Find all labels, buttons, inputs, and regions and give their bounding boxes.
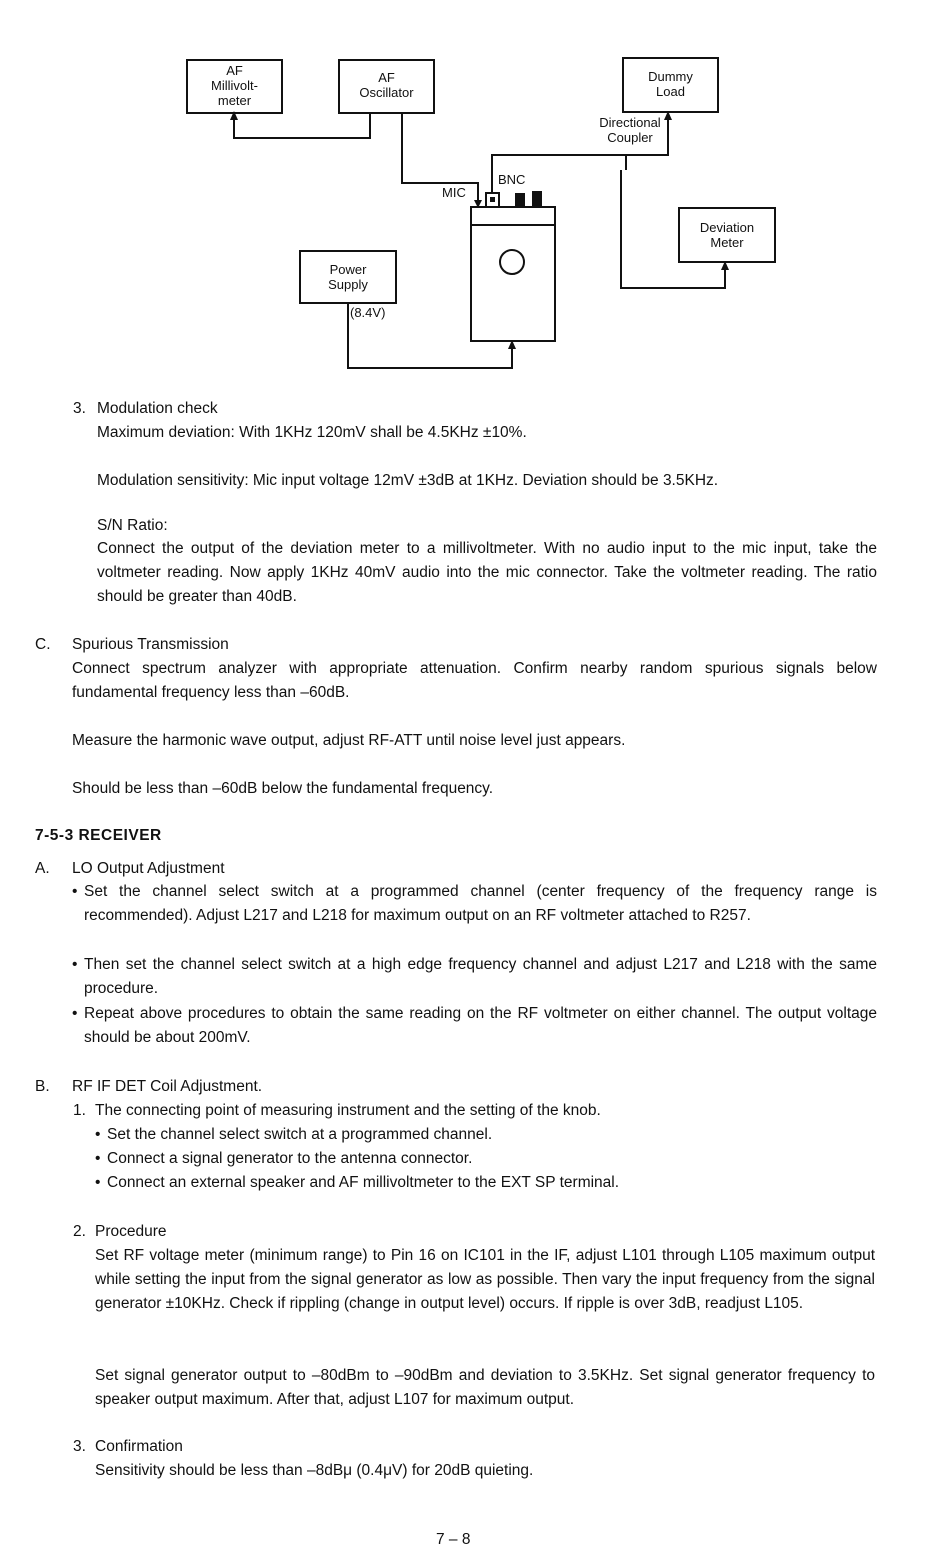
bullet-text: Then set the channel select switch at a high edge frequency channel and adjust L217 and L218 with the same procedure. (84, 956, 877, 997)
bullet-text: Set the channel select switch at a programmed channel (center frequency of the frequency range is recommended). Adjust L217 and L218 for maximum output on an RF voltmeter attached to R257. (84, 883, 877, 924)
bnc-label: BNC (498, 172, 526, 187)
section-letter: C. (35, 636, 51, 653)
knob-left (515, 193, 525, 207)
section-title: Modulation check (97, 400, 218, 417)
item-title: Confirmation (95, 1438, 183, 1455)
procedure-paragraph-2: Set signal generator output to –80dBm to –90dBm and deviation to 3.5KHz. Set signal generator frequency to speaker output maximum. After that, adjust L107 for maximum output. (95, 1367, 875, 1408)
power-supply-label: Power Supply (328, 262, 368, 292)
bullet: • (95, 1150, 101, 1167)
item-number: 3. (73, 1438, 86, 1455)
af-oscillator-label: AF Oscillator (359, 70, 414, 100)
section-letter: A. (35, 860, 50, 877)
item-number: 3. (73, 400, 86, 417)
bullet-text: Connect a signal generator to the antenna connector. (107, 1150, 473, 1167)
paragraph: Connect spectrum analyzer with appropriate attenuation. Confirm nearby random spurious signals below fundamental frequency less than –60dB. (72, 660, 877, 701)
bullet: • (95, 1174, 101, 1191)
sn-ratio-title: S/N Ratio: (97, 517, 168, 534)
item-number: 1. (73, 1102, 86, 1119)
knob-right (532, 191, 542, 207)
deviation-meter-label: Deviation Meter (699, 220, 755, 250)
procedure-paragraph-1: Set RF voltage meter (minimum range) to Pin 16 on IC101 in the IF, adjust L101 through L105 maximum output while setting the input from the signal generator as low as possible. Then vary the input frequency from the signal generator ±10KHz. Check if rippling (change in output level) occurs. If ripple is over 3dB, readjust L105. (95, 1247, 875, 1312)
sn-ratio-body: Connect the output of the deviation meter to a millivoltmeter. With no audio input to the mic input, take the voltmeter reading. Now apply 1KHz 40mV audio into the mic connector. Take the voltmeter reading. The ratio should be greater than 40dB. (97, 540, 877, 605)
section-letter: B. (35, 1078, 50, 1095)
confirmation-text: Sensitivity should be less than –8dBμ (0.4μV) for 20dB quieting. (95, 1462, 534, 1479)
section-title: Spurious Transmission (72, 636, 229, 653)
dummy-load-label: Dummy Load (648, 69, 693, 99)
section-title: RF IF DET Coil Adjustment. (72, 1078, 263, 1095)
bullet: • (95, 1126, 101, 1143)
mic-label: MIC (442, 185, 466, 200)
section-title: LO Output Adjustment (72, 860, 225, 877)
mod-sensitivity-text: Modulation sensitivity: Mic input voltage 12mV ±3dB at 1KHz. Deviation should be 3.5KHz. (97, 472, 719, 489)
page-number: 7 – 8 (436, 1531, 471, 1548)
paragraph: Should be less than –60dB below the fundamental frequency. (72, 780, 494, 797)
max-deviation-text: Maximum deviation: With 1KHz 120mV shall be 4.5KHz ±10%. (97, 424, 527, 441)
item-title: Procedure (95, 1223, 167, 1240)
bullet: • (72, 1005, 78, 1022)
bullet-text: Repeat above procedures to obtain the same reading on the RF voltmeter on either channel. The output voltage should be about 200mV. (84, 1005, 877, 1046)
directional-coupler-label: Directional Coupler (599, 115, 661, 145)
bullet-text: Connect an external speaker and AF millivoltmeter to the EXT SP terminal. (107, 1174, 620, 1191)
bullet: • (72, 883, 78, 900)
item-number: 2. (73, 1223, 86, 1240)
receiver-heading: 7-5-3 RECEIVER (35, 827, 162, 844)
transceiver-speaker (500, 250, 524, 274)
paragraph: Measure the harmonic wave output, adjust RF-ATT until noise level just appears. (72, 732, 626, 749)
test-setup-diagram (0, 0, 933, 390)
bullet-text: Set the channel select switch at a programmed channel. (107, 1126, 493, 1143)
bullet: • (72, 956, 78, 973)
wire-osc-to-mvm (234, 113, 370, 138)
wire-osc-to-mic (402, 113, 478, 203)
item-title: The connecting point of measuring instrument and the setting of the knob. (95, 1102, 601, 1119)
af-millivoltmeter-label: AF Millivolt- meter (211, 63, 258, 108)
voltage-label: (8.4V) (350, 305, 386, 320)
